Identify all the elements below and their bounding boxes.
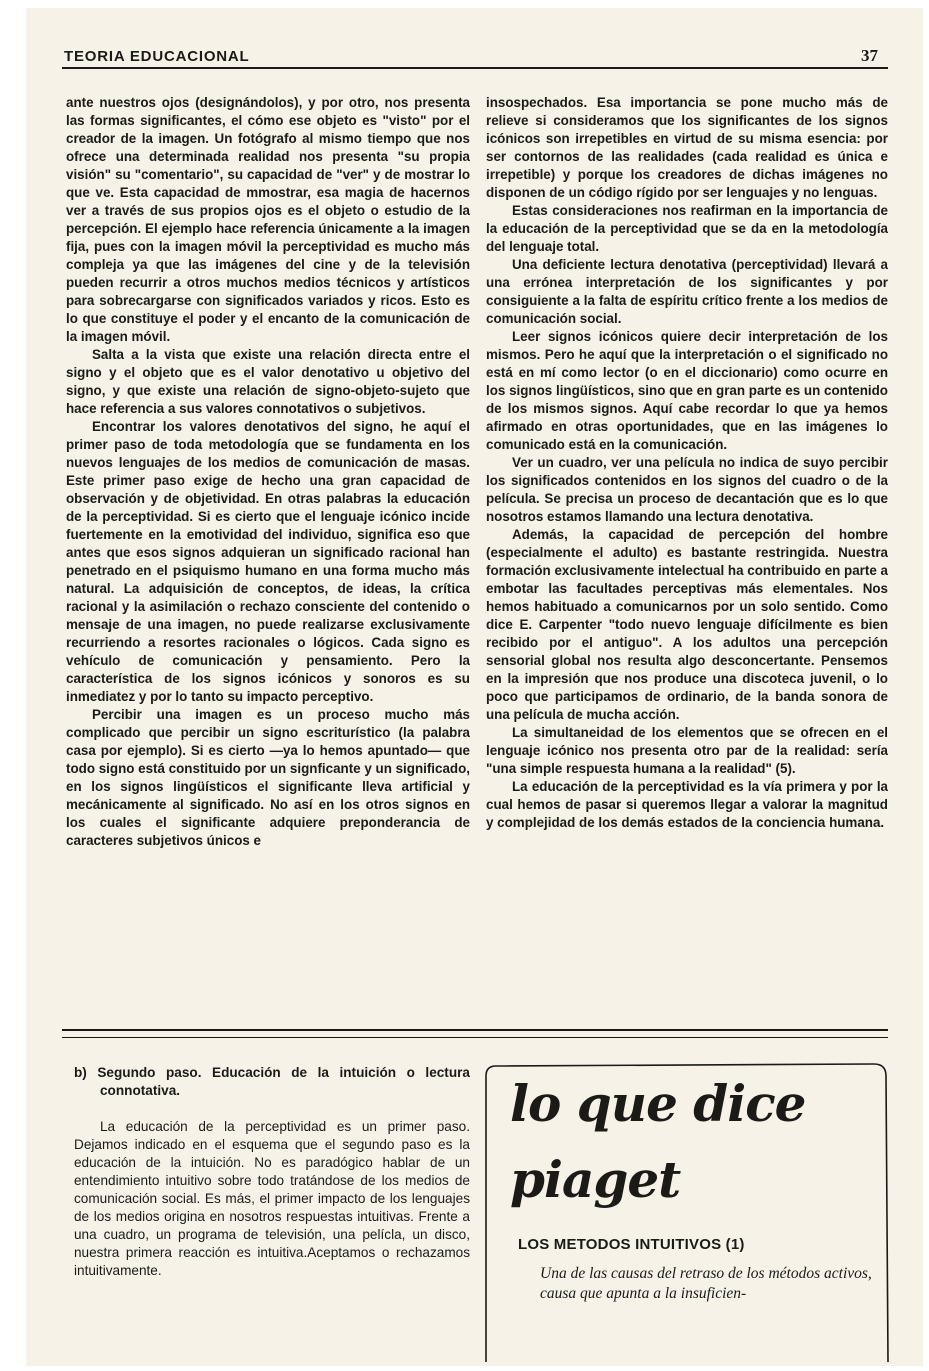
right-paragraph-4: Leer signos icónicos quiere decir interpretación de los mismos. Pero he aquí que la interpretación o el significado no está en mí como lector (o en el diccionario) como ocurre en los signos lingüísticos, sino que en gran parte es un contenido de los mismos signos. Aquí cabe recordar lo que ya hemos afirmado en otras oportunidades, que en las imágenes lo comunicado está en la comunicación.: [486, 329, 888, 452]
sidebar-intro-text: Una de las causas del retraso de los métodos activos, causa que apunta a la insuficien-: [540, 1265, 872, 1302]
piaget-sidebar-box: [480, 1062, 890, 1368]
right-column: [486, 94, 888, 832]
right-paragraph-2: Estas consideraciones nos reafirman en la importancia de la educación de la perceptividad que se da en la metodología del lenguaje total.: [486, 203, 888, 254]
right-paragraph-8: La educación de la perceptividad es la vía primera y por la cual hemos de pasar si queremos llegar a valorar la magnitud y complejidad de los demás estados de la conciencia humana.: [486, 779, 888, 830]
running-header: [64, 48, 884, 68]
journal-section-title: TEORIA EDUCACIONAL: [64, 48, 250, 65]
section-subheading: b) Segundo paso. Educación de la intuición o lectura connotativa.: [74, 1065, 470, 1098]
section-divider-thin: [62, 1037, 888, 1038]
section-body-text: La educación de la perceptividad es un primer paso. Dejamos indicado en el esquema que el segundo paso es la educación de la intuición. No es paradógico hablar de un entendimiento intuitivo sobre todo tratándose de los medios de comunicación social. Es más, el primer impacto de los lenguajes de los medios origina en nosotros respuestas intuitivas. Frente a una cuadro, un programa de televisión, una pelícla, un disco, nuestra primera reacción es intuitiva.Aceptamos o rechazamos intuitivamente.: [74, 1119, 470, 1278]
sidebar-title-line-2: piaget: [510, 1150, 681, 1209]
page-number: 37: [861, 46, 878, 65]
right-paragraph-5: Ver un cuadro, ver una película no indica de suyo percibir los significados contenidos en los signos del cuadro o de la película. Se precisa un proceso de decantación que es lo que nosotros estamos llamando una lectura denotativa.: [486, 455, 888, 524]
right-paragraph-6: Además, la capacidad de percepción del hombre (especialmente el adulto) es bastante restringida. Nuestra formación exclusivamente intelectual ha contribuido en parte a embotar las facultades perceptivas más elementales. Nos hemos habituado a comunicarnos por un solo sentido. Como dice E. Carpenter "todo nuevo lenguaje difícilmente es bien recibido por el antiguo". A los adultos una percepción sensorial global nos resulta algo desconcertante. Pensemos en la impresión que nos produce una discoteca juvenil, o lo poco que participamos de ordinario, de la banda sonora de una película de mucha acción.: [486, 527, 888, 722]
second-step-section: [74, 1064, 470, 1280]
sidebar-section-title: LOS METODOS INTUITIVOS (1): [518, 1236, 745, 1253]
right-paragraph-3: Una deficiente lectura denotativa (perceptividad) llevará a una errónea interpretación de los significantes y por consiguiente a la falta de espíritu crítico frente a los medios de comunicación social.: [486, 257, 888, 326]
sidebar-title-line-1: lo que dice: [510, 1074, 806, 1133]
left-column: [66, 94, 470, 850]
header-rule: [62, 67, 888, 69]
right-paragraph-7: La simultaneidad de los elementos que se ofrecen en el lenguaje icónico nos presenta otro par de la realidad: sería "una simple respuesta humana a la realidad" (5).: [486, 725, 888, 776]
left-paragraph-4: Percibir una imagen es un proceso mucho más complicado que percibir un signo escriturístico (la palabra casa por ejemplo). Si es cierto —ya lo hemos apuntado— que todo signo está constituido por un signficante y un significado, en los signos lingüísticos el significante lleva artificial y mecánicamente al significado. No así en los otros signos en los cuales el significante adquiere preponderancia de caracteres subjetivos únicos e: [66, 707, 470, 848]
left-paragraph-2: Salta a la vista que existe una relación directa entre el signo y el objeto que es el valor denotativo u objetivo del signo, y que existe una relación de signo-objeto-sujeto que hace referencia a sus valores connotativos o subjetivos.: [66, 347, 470, 416]
left-paragraph-1: ante nuestros ojos (designándolos), y por otro, nos presenta las formas significantes, el cómo ese objeto es "visto" por el creador de la imagen. Un fotógrafo al mismo tiempo que nos ofrece una determinada realidad nos presenta "su propia visión" su "comentario", su capacidad de "ver" y de mostrar lo que ve. Esta capacidad de mmostrar, esa magia de hacernos ver a través de sus propios ojos es el objeto o estudio de la percepción. El ejemplo hace referencia únicamente a la imagen fija, pues con la imagen móvil la perceptividad es mucho más compleja ya que las imágenes del cine y de la televisión pueden recurrir a otros muchos medios técnicos y artísticos para sobrecargarse con significados variados y ricos. Esto es lo que constituye el poder y el encanto de la comunicación de la imagen móvil.: [66, 95, 470, 344]
right-paragraph-1: insospechados. Esa importancia se pone mucho más de relieve si consideramos que los significantes de los signos icónicos son irrepetibles en virtud de su misma esencia: por ser contornos de las realidades (cada realidad es única e irrepetible) y porque los creadores de dichas imágenes no disponen de un código rígido por ser lenguajes y no lenguas.: [486, 95, 888, 200]
left-paragraph-3: Encontrar los valores denotativos del signo, he aquí el primer paso de toda metodología que se fundamenta en los nuevos lenguajes de los medios de comunicación de masas. Este primer paso exige de hecho una gran capacidad de observación y de objetividad. En otras palabras la educación de la perceptividad. Si es cierto que el lenguaje icónico incide fuertemente en la emotividad del individuo, significa eso que antes que esos signos adquieran un significado racional han penetrado en el psiquismo humano en una forma mucho más natural. La adquisición de conceptos, de ideas, la crítica racional y la asimilación o rechazo consciente del contenido o mensaje de una imagen, no puede realizarse exclusivamente recurriendo a resortes racionales o lógicos. Cada signo es vehículo de comunicación y pensamiento. Pero la característica de los signos icónicos y sonoros es su inmediatez y por lo tanto su impacto perceptivo.: [66, 419, 470, 704]
section-divider-thick: [62, 1029, 888, 1031]
